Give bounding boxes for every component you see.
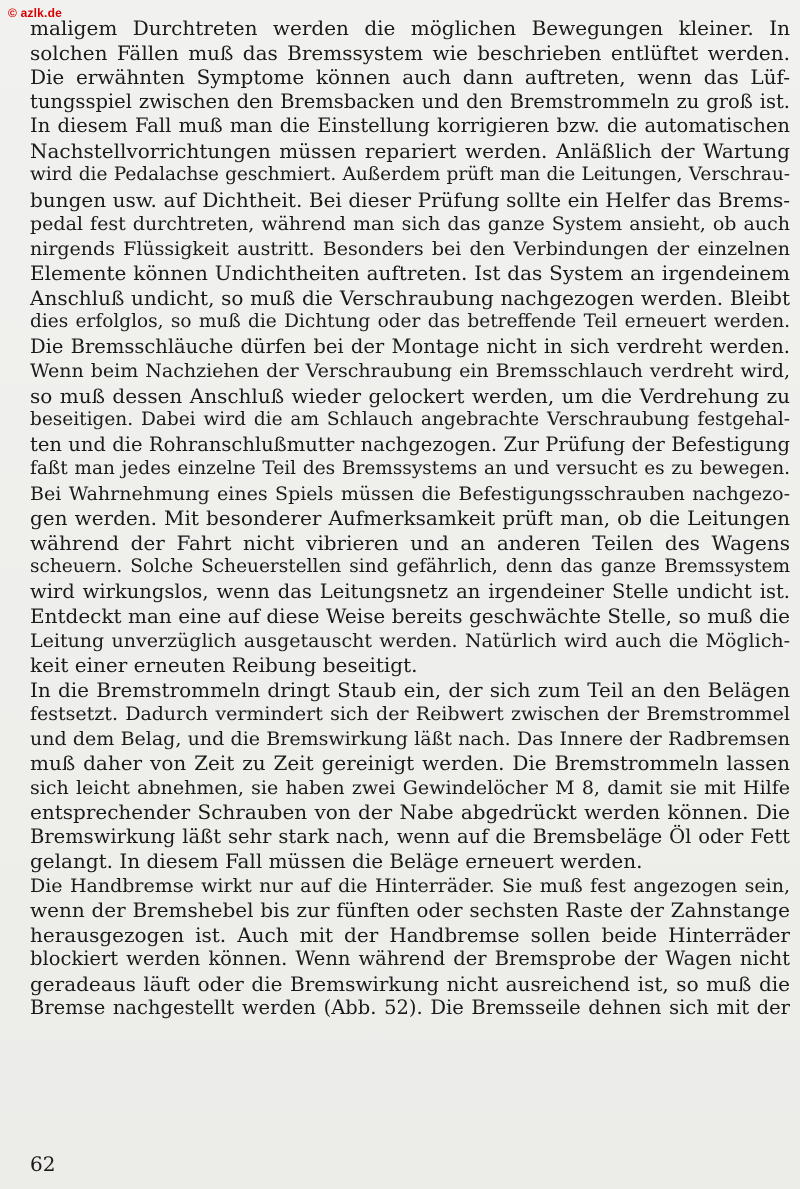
text-line: In die Bremstrommeln dringt Staub ein, der sich zum Teil an den Belägen [30,677,790,702]
paragraph-end-line: gelangt. In diesem Fall müssen die Beläge erneuert werden. [30,849,643,873]
text-line: dies erfolglos, so muß die Dichtung oder das betreffende Teil erneuert werden. [30,311,790,332]
text-line: blockiert werden können. Wenn während der Bremsprobe der Wagen nicht [30,947,790,970]
text-line: Die Bremsschläuche dürfen bei der Montage nicht in sich verdreht werden. [30,334,790,358]
text-line: solchen Fällen muß das Bremssystem wie beschrieben entlüftet werden. [30,40,790,65]
text-line: Die erwähnten Symptome können auch dann auftreten, wenn das Lüf- [30,65,790,89]
text-line: tungsspiel zwischen den Bremsbacken und den Bremstrommeln zu groß ist. [30,89,790,113]
body-text [30,16,790,1021]
text-line: geradeaus läuft oder die Bremswirkung nicht ausreichend ist, so muß die [30,971,790,996]
text-line: entsprechender Schrauben von der Nabe abgedrückt werden können. Die [30,800,790,824]
text-line: beseitigen. Dabei wird die am Schlauch angebrachte Verschraubung festgehal- [30,409,790,430]
text-line: muß daher von Zeit zu Zeit gereinigt werden. Die Bremstrommeln lassen [30,751,790,775]
text-line: wird die Pedalachse geschmiert. Außerdem prüft man die Leitungen, Verschrau- [30,164,790,185]
text-line: Elemente können Undichtheiten auftreten. Ist das System an irgendeinem [30,261,790,285]
text-line: wird wirkungslos, wenn das Leitungsnetz an irgendeiner Stelle undicht ist. [30,579,790,603]
text-line: herausgezogen ist. Auch mit der Handbremse sollen beide Hinterräder [30,922,790,947]
text-line: scheuern. Solche Scheuerstellen sind gefährlich, denn das ganze Bremssystem [30,556,790,577]
text-line: sich leicht abnehmen, sie haben zwei Gewindelöcher M 8, damit sie mit Hilfe [30,776,790,799]
page-number: 62 [30,1152,56,1176]
text-line: Die Handbremse wirkt nur auf die Hinterräder. Sie muß fest angezogen sein, [30,874,790,897]
text-line: während der Fahrt nicht vibrieren und an anderen Teilen des Wagens [30,530,790,555]
text-line: festsetzt. Dadurch vermindert sich der Reibwert zwischen der Bremstrommel [30,703,790,725]
text-line: ten und die Rohranschlußmutter nachgezogen. Zur Prüfung der Befestigung [30,432,790,456]
paragraph-end-line: keit einer erneuten Reibung beseitigt. [30,653,418,677]
text-line: Anschluß undicht, so muß die Verschraubung nachgezogen werden. Bleibt [30,285,790,310]
text-line: wenn der Bremshebel bis zur fünften oder sechsten Raste der Zahnstange [30,898,790,922]
text-line: Nachstellvorrichtungen müssen repariert werden. Anläßlich der Wartung [30,138,790,163]
text-line: Bremse nachgestellt werden (Abb. 52). Die Bremsseile dehnen sich mit der [30,996,790,1019]
text-line: Bei Wahrnehmung eines Spiels müssen die Befestigungsschrauben nachgezo- [30,482,790,505]
text-line: Leitung unverzüglich ausgetauscht werden. Natürlich wird auch die Möglich- [30,629,790,652]
text-line: gen werden. Mit besonderer Aufmerksamkeit prüft man, ob die Leitungen [30,506,790,530]
text-line: Bremswirkung läßt sehr stark nach, wenn auf die Bremsbeläge Öl oder Fett [30,824,790,848]
text-line: bungen usw. auf Dichtheit. Bei dieser Prüfung sollte ein Helfer das Brems- [30,187,790,212]
text-line: pedal fest durchtreten, während man sich das ganze System ansieht, ob auch [30,213,790,235]
text-line: nirgends Flüssigkeit austritt. Besonders bei den Verbindungen der einzelnen [30,237,790,260]
text-line: Entdeckt man eine auf diese Weise bereits geschwächte Stelle, so muß die [30,604,790,628]
text-line: Wenn beim Nachziehen der Verschraubung ein Bremsschlauch verdreht wird, [30,360,790,382]
text-line: maligem Durchtreten werden die möglichen Bewegungen kleiner. In [30,16,790,40]
watermark: © azlk.de [8,6,62,20]
text-line: In diesem Fall muß man die Einstellung korrigieren bzw. die automatischen [30,114,790,137]
text-line: so muß dessen Anschluß wieder gelockert werden, um die Verdrehung zu [30,383,790,408]
text-line: und dem Belag, und die Bremswirkung läßt nach. Das Innere der Radbremsen [30,727,790,750]
text-line: faßt man jedes einzelne Teil des Bremssystems an und versucht es zu bewegen. [30,458,790,479]
